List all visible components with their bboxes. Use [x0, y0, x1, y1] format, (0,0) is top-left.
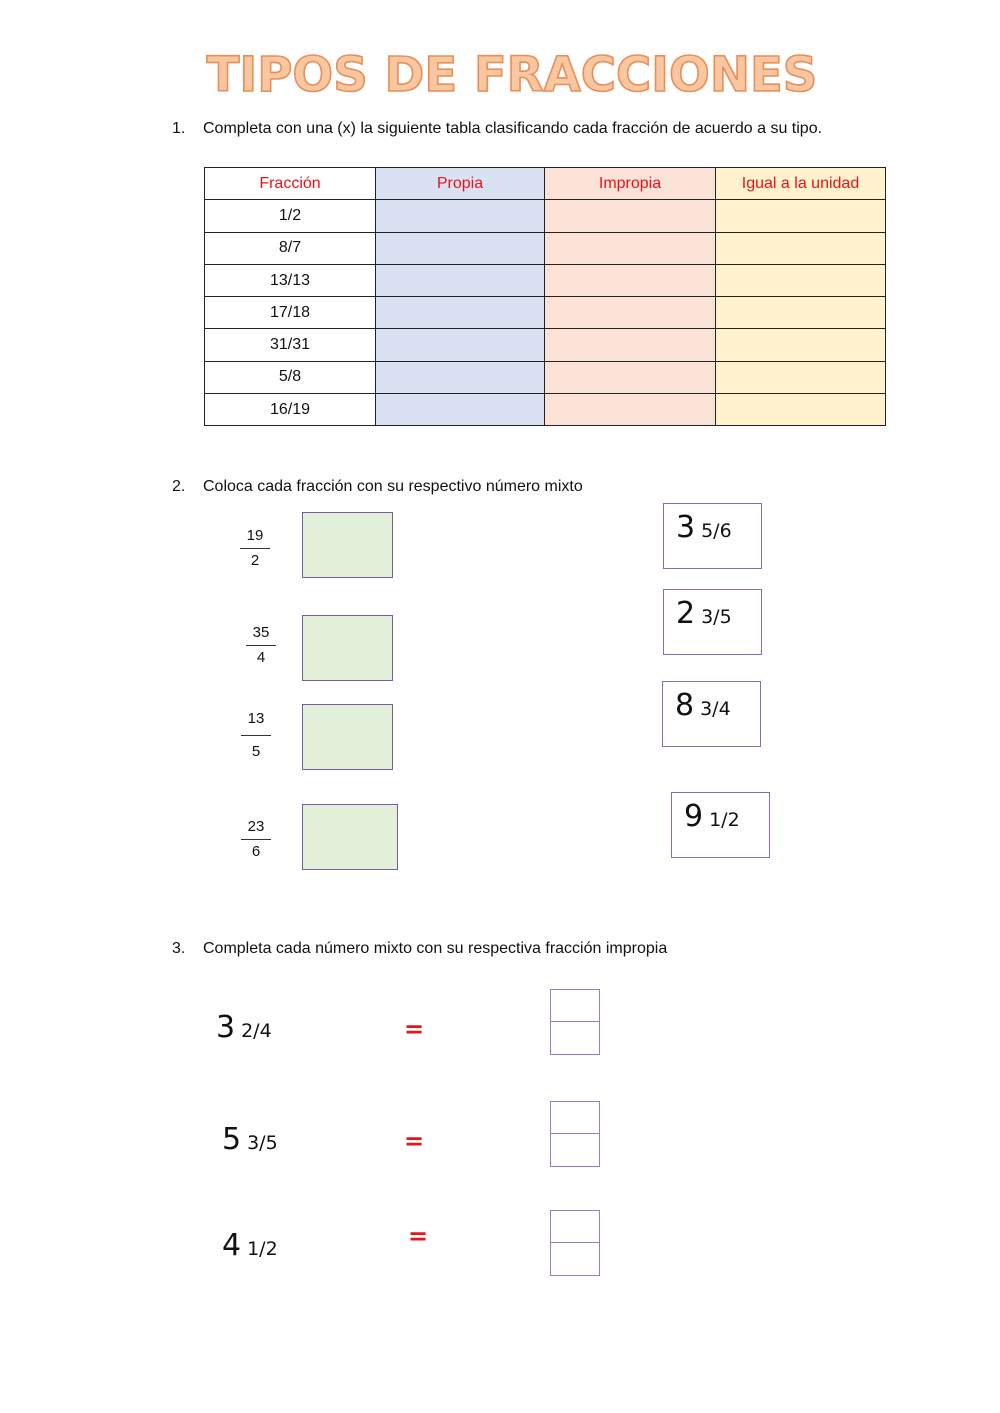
- propia-cell[interactable]: [376, 264, 545, 296]
- table-row: [205, 200, 886, 232]
- section3-instruction: [172, 940, 667, 958]
- fraction-part: 1/2: [247, 1238, 278, 1260]
- table-row: [205, 232, 886, 264]
- table-row: [205, 297, 886, 329]
- table-row: [205, 394, 886, 426]
- fraction-cell: 8/7: [205, 232, 376, 264]
- table-row: [205, 329, 886, 361]
- drop-target-box[interactable]: [302, 615, 393, 681]
- unidad-cell[interactable]: [716, 394, 886, 426]
- impropia-cell[interactable]: [545, 264, 716, 296]
- denominator: 4: [256, 649, 266, 666]
- fraction-part: 3/4: [700, 698, 731, 720]
- propia-cell[interactable]: [376, 200, 545, 232]
- impropia-cell[interactable]: [545, 297, 716, 329]
- fraction-part: 5/6: [701, 520, 732, 542]
- mixed-number-card[interactable]: [663, 589, 762, 655]
- propia-cell[interactable]: [376, 297, 545, 329]
- section3-text: Completa cada número mixto con su respectiva fracción impropia: [203, 940, 668, 957]
- propia-cell[interactable]: [376, 329, 545, 361]
- whole-part: 9: [684, 799, 704, 834]
- propia-cell[interactable]: [376, 361, 545, 393]
- fraction-part: 2/4: [241, 1020, 272, 1042]
- whole-part: 4: [222, 1228, 242, 1263]
- denominator: 6: [251, 843, 261, 860]
- section2-instruction: [172, 478, 583, 496]
- whole-part: 5: [222, 1122, 242, 1157]
- numerator: 13: [247, 710, 265, 727]
- fraction-19-2: [240, 527, 270, 570]
- whole-part: 3: [216, 1010, 236, 1045]
- fraction-35-4: [246, 624, 276, 667]
- drop-target-box[interactable]: [302, 512, 393, 578]
- fraction-cell: 16/19: [205, 394, 376, 426]
- table-row: [205, 264, 886, 296]
- mixed-number-card[interactable]: [663, 503, 762, 569]
- numerator: 19: [246, 527, 264, 544]
- impropia-cell[interactable]: [545, 200, 716, 232]
- unidad-cell[interactable]: [716, 329, 886, 361]
- drop-target-box[interactable]: [302, 704, 393, 770]
- fraction-bar: [246, 645, 276, 646]
- fraction-cell: 1/2: [205, 200, 376, 232]
- propia-cell[interactable]: [376, 232, 545, 264]
- numerator: 23: [247, 818, 265, 835]
- equals-sign: =: [408, 1222, 429, 1250]
- mixed-number: [216, 1010, 272, 1045]
- fraction-23-6: [241, 818, 271, 861]
- mixed-number: [222, 1228, 278, 1263]
- section1-text: Completa con una (x) la siguiente tabla clasificando cada fracción de acuerdo a su tipo.: [203, 120, 823, 137]
- section3-number: 3.: [172, 940, 186, 957]
- equals-sign: =: [404, 1015, 425, 1043]
- fraction-13-5: [241, 710, 271, 761]
- unidad-cell[interactable]: [716, 361, 886, 393]
- unidad-cell[interactable]: [716, 297, 886, 329]
- header-igual-unidad: Igual a la unidad: [716, 168, 886, 200]
- mixed-number: [222, 1122, 278, 1157]
- drop-target-box[interactable]: [302, 804, 398, 870]
- fraction-bar: [241, 839, 271, 840]
- denominator-input[interactable]: [551, 1134, 599, 1166]
- section2-number: 2.: [172, 478, 186, 495]
- numerator: 35: [252, 624, 270, 641]
- fraction-bar: [241, 735, 271, 736]
- fraction-part: 1/2: [709, 809, 740, 831]
- numerator-input[interactable]: [551, 1102, 599, 1134]
- fraction-cell: 13/13: [205, 264, 376, 296]
- section1-number: 1.: [172, 120, 186, 137]
- numerator-input[interactable]: [551, 1211, 599, 1243]
- header-impropia: Impropia: [545, 168, 716, 200]
- numerator-input[interactable]: [551, 990, 599, 1022]
- improper-fraction-input: [550, 989, 600, 1055]
- fraction-part: 3/5: [701, 606, 732, 628]
- fraction-cell: 5/8: [205, 361, 376, 393]
- section2-text: Coloca cada fracción con su respectivo número mixto: [203, 478, 583, 495]
- improper-fraction-input: [550, 1210, 600, 1276]
- equals-sign: =: [404, 1127, 425, 1155]
- table-header-row: [205, 168, 886, 200]
- table-row: [205, 361, 886, 393]
- section1-instruction: [172, 120, 822, 138]
- header-propia: Propia: [376, 168, 545, 200]
- unidad-cell[interactable]: [716, 264, 886, 296]
- classification-table: [204, 167, 886, 426]
- fraction-bar: [240, 548, 270, 549]
- denominator-input[interactable]: [551, 1022, 599, 1054]
- denominator: 5: [251, 743, 261, 760]
- fraction-cell: 31/31: [205, 329, 376, 361]
- impropia-cell[interactable]: [545, 361, 716, 393]
- mixed-number-card[interactable]: [662, 681, 761, 747]
- propia-cell[interactable]: [376, 394, 545, 426]
- whole-part: 3: [676, 510, 696, 545]
- unidad-cell[interactable]: [716, 232, 886, 264]
- worksheet-title: TIPOS DE FRACCIONES: [206, 47, 818, 103]
- impropia-cell[interactable]: [545, 329, 716, 361]
- fraction-cell: 17/18: [205, 297, 376, 329]
- impropia-cell[interactable]: [545, 232, 716, 264]
- impropia-cell[interactable]: [545, 394, 716, 426]
- header-fraccion: Fracción: [205, 168, 376, 200]
- unidad-cell[interactable]: [716, 200, 886, 232]
- whole-part: 2: [676, 596, 696, 631]
- whole-part: 8: [675, 688, 695, 723]
- improper-fraction-input: [550, 1101, 600, 1167]
- mixed-number-card[interactable]: [671, 792, 770, 858]
- denominator-input[interactable]: [551, 1243, 599, 1275]
- denominator: 2: [250, 552, 260, 569]
- fraction-part: 3/5: [247, 1132, 278, 1154]
